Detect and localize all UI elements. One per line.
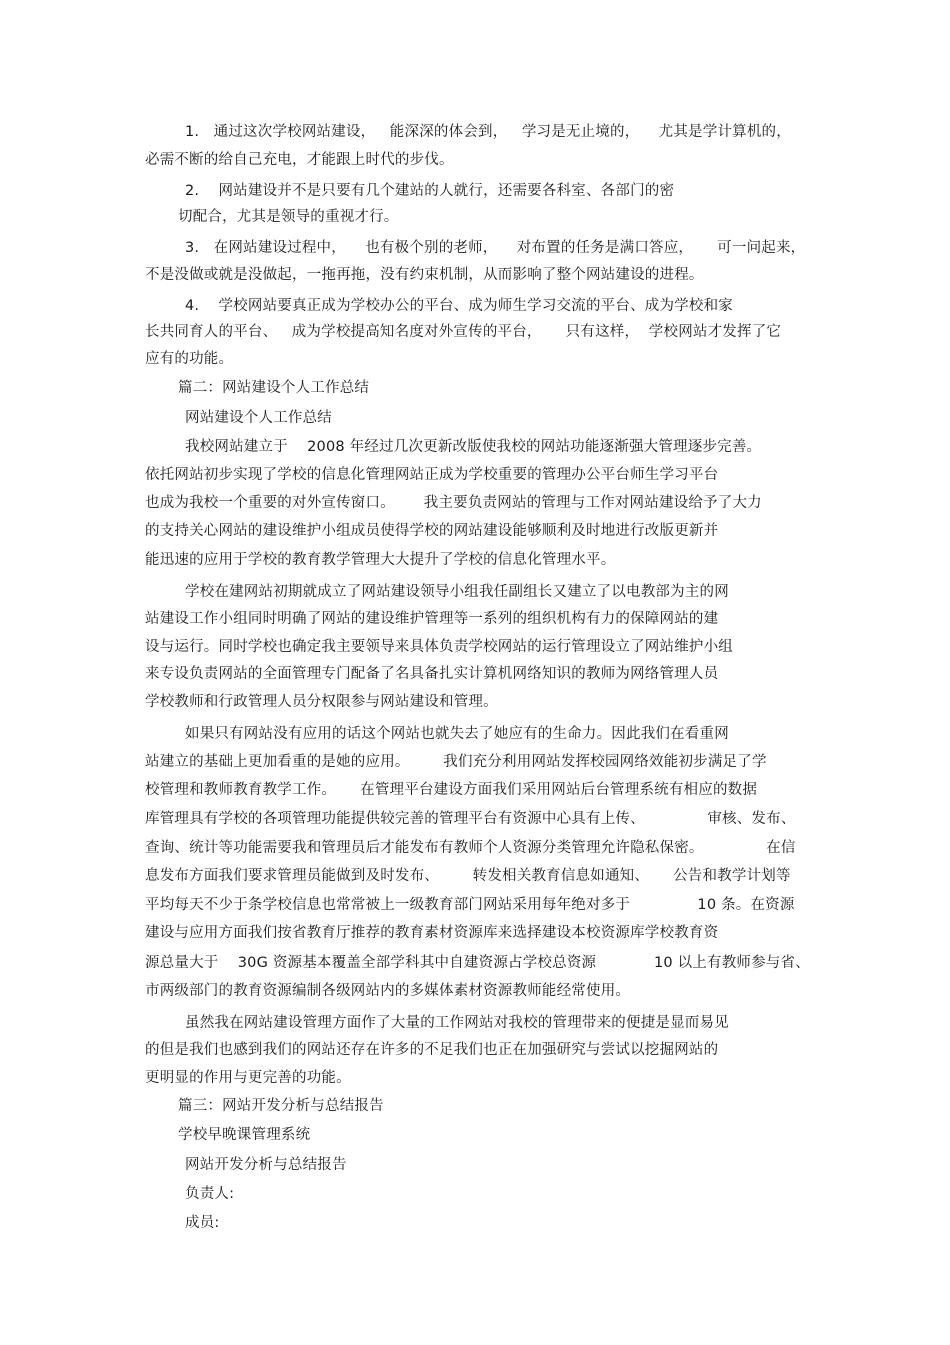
text-line: 应有的功能。: [145, 351, 234, 367]
section-heading: 篇二：网站建设个人工作总结: [178, 380, 370, 396]
text-line: 网站建设个人工作总结: [185, 410, 332, 426]
text-line: 更明显的作用与更完善的功能。: [145, 1070, 351, 1086]
text-line: 必需不断的给自己充电，才能跟上时代的步伐。: [145, 152, 454, 168]
text-line: 3. 在网站建设过程中， 也有极个别的老师， 对布置的任务是满口答应， 可一问起来，: [185, 240, 806, 256]
text-line: 设与运行。同时学校也确定我主要领导来具体负责学校网站的运行管理设立了网站维护小组: [145, 639, 733, 655]
text-line: 长共同育人的平台、 成为学校提高知名度对外宣传的平台， 只有这样， 学校网站才发挥了它: [145, 324, 782, 340]
section-heading: 篇三：网站开发分析与总结报告: [178, 1098, 384, 1114]
text-line: 来专设负责网站的全面管理专门配备了名具备扎实计算机网络知识的教师为网络管理人员: [145, 666, 719, 682]
text-line: 站建设工作小组同时明确了网站的建设维护管理等一系列的组织机构有力的保障网站的建: [145, 611, 719, 627]
text-line: 如果只有网站没有应用的话这个网站也就失去了她应有的生命力。因此我们在看重网: [185, 726, 729, 742]
text-line: 成员:: [185, 1215, 220, 1231]
text-line: 切配合，尤其是领导的重视才行。: [178, 209, 399, 225]
text-line: 站建立的基础上更加看重的是她的应用。 我们充分利用网站发挥校园网络效能初步满足了学: [145, 754, 767, 770]
text-line: 网站开发分析与总结报告: [185, 1157, 347, 1173]
text-line: 建设与应用方面我们按省教育厅推荐的教育素材资源库来选择建设本校资源库学校教育资: [145, 925, 719, 941]
text-line: 虽然我在网站建设管理方面作了大量的工作网站对我校的管理带来的便捷是显而易见: [185, 1015, 729, 1031]
text-line: 息发布方面我们要求管理员能做到及时发布、 转发相关教育信息如通知、 公告和教学计划等: [145, 868, 791, 884]
text-line: 依托网站初步实现了学校的信息化管理网站正成为学校重要的管理办公平台师生学习平台: [145, 467, 719, 483]
text-line: 不是没做或就是没做起，一拖再拖，没有约束机制，从而影响了整个网站建设的进程。: [145, 267, 704, 283]
text-line: 的但是我们也感到我们的网站还存在许多的不足我们也正在加强研究与尝试以挖掘网站的: [145, 1042, 719, 1058]
text-line: 市两级部门的教育资源编制各级网站内的多媒体素材资源教师能经常使用。: [145, 983, 631, 999]
text-line: 负责人:: [185, 1186, 235, 1202]
text-line: 源总量大于 30G 资源基本覆盖全部学科其中自建资源占学校总资源 10 以上有教师参与省、: [145, 955, 810, 971]
text-line: 库管理具有学校的各项管理功能提供较完善的管理平台有资源中心具有上传、 审核、发布、: [145, 811, 796, 827]
text-line: 查询、统计等功能需要我和管理员后才能发布有教师个人资源分类管理允许隐私保密。 在信: [145, 840, 796, 856]
text-line: 1. 通过这次学校网站建设， 能深深的体会到， 学习是无止境的， 尤其是学计算机的，: [185, 124, 791, 140]
text-line: 学校教师和行政管理人员分权限参与网站建设和管理。: [145, 694, 498, 710]
text-line: 平均每天不少于条学校信息也常常被上一级教育部门网站采用每年绝对多于 10 条。在资源: [145, 897, 795, 913]
text-line: 4. 学校网站要真正成为学校办公的平台、成为师生学习交流的平台、成为学校和家: [185, 298, 733, 314]
text-line: 学校在建网站初期就成立了网站建设领导小组我任副组长又建立了以电教部为主的网: [185, 584, 729, 600]
text-line: 学校早晚课管理系统: [178, 1127, 311, 1143]
text-line: 也成为我校一个重要的对外宣传窗口。 我主要负责网站的管理与工作对网站建设给予了大力: [145, 495, 762, 511]
text-line: 2. 网站建设并不是只要有几个建站的人就行，还需要各科室、各部门的密: [185, 183, 675, 199]
text-line: 校管理和教师教育教学工作。 在管理平台建设方面我们采用网站后台管理系统有相应的数据: [145, 782, 758, 798]
text-line: 我校网站建立于 2008 年经过几次更新改版使我校的网站功能逐渐强大管理逐步完善。: [185, 439, 762, 455]
text-line: 能迅速的应用于学校的教育教学管理大大提升了学校的信息化管理水平。: [145, 552, 616, 568]
text-line: 的支持关心网站的建设维护小组成员使得学校的网站建设能够顺利及时地进行改版更新并: [145, 523, 719, 539]
